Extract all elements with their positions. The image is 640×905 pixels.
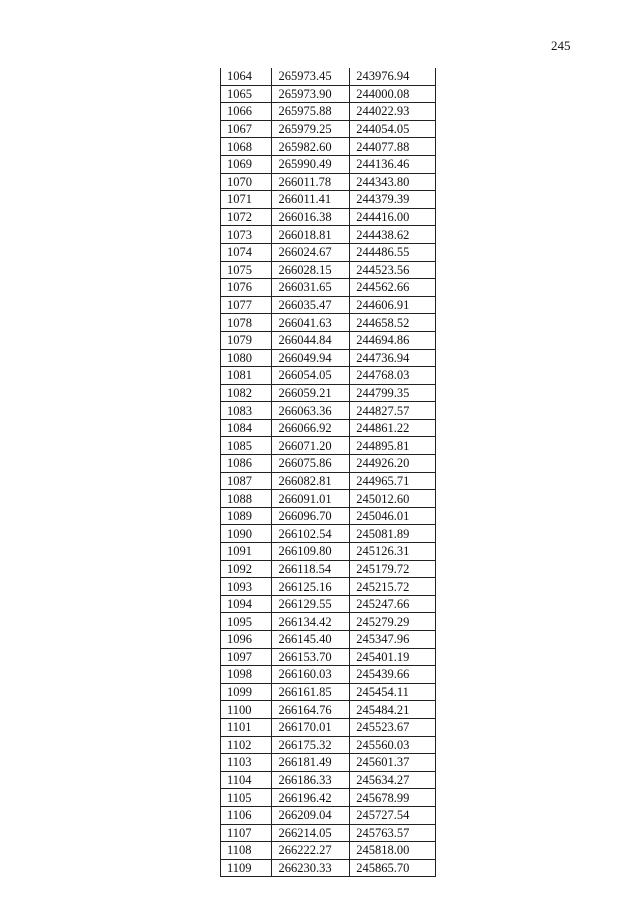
table-row (221, 666, 436, 684)
point-number-cell: 1085 (221, 437, 272, 455)
table-row (221, 789, 436, 807)
x-coordinate-cell: 266161.85 (272, 683, 350, 701)
table-row (221, 736, 436, 754)
table-row (221, 472, 436, 490)
point-number-cell: 1077 (221, 296, 272, 314)
point-number-cell: 1083 (221, 402, 272, 420)
point-number-cell: 1068 (221, 138, 272, 156)
point-number-cell: 1087 (221, 472, 272, 490)
x-coordinate-cell: 266214.05 (272, 824, 350, 842)
x-coordinate-cell: 266028.15 (272, 261, 350, 279)
y-coordinate-cell: 244022.93 (350, 103, 436, 121)
point-number-cell: 1066 (221, 103, 272, 121)
y-coordinate-cell: 244523.56 (350, 261, 436, 279)
table-row (221, 296, 436, 314)
y-coordinate-cell: 244077.88 (350, 138, 436, 156)
point-number-cell: 1106 (221, 806, 272, 824)
point-number-cell: 1074 (221, 243, 272, 261)
point-number-cell: 1095 (221, 613, 272, 631)
point-number-cell: 1093 (221, 578, 272, 596)
table-row (221, 173, 436, 191)
table-row (221, 842, 436, 860)
table-row (221, 155, 436, 173)
x-coordinate-cell: 266018.81 (272, 226, 350, 244)
x-coordinate-cell: 266170.01 (272, 718, 350, 736)
x-coordinate-cell: 266160.03 (272, 666, 350, 684)
x-coordinate-cell: 266145.40 (272, 631, 350, 649)
point-number-cell: 1084 (221, 419, 272, 437)
point-number-cell: 1100 (221, 701, 272, 719)
y-coordinate-cell: 245454.11 (350, 683, 436, 701)
table-row (221, 85, 436, 103)
y-coordinate-cell: 244136.46 (350, 155, 436, 173)
x-coordinate-cell: 266129.55 (272, 595, 350, 613)
x-coordinate-cell: 266059.21 (272, 384, 350, 402)
x-coordinate-cell: 266186.33 (272, 771, 350, 789)
x-coordinate-cell: 266082.81 (272, 472, 350, 490)
x-coordinate-cell: 266031.65 (272, 279, 350, 297)
point-number-cell: 1097 (221, 648, 272, 666)
point-number-cell: 1108 (221, 842, 272, 860)
y-coordinate-cell: 245439.66 (350, 666, 436, 684)
table-row (221, 419, 436, 437)
point-number-cell: 1065 (221, 85, 272, 103)
coordinates-table (220, 68, 436, 877)
x-coordinate-cell: 266054.05 (272, 367, 350, 385)
y-coordinate-cell: 245347.96 (350, 631, 436, 649)
table-row (221, 525, 436, 543)
point-number-cell: 1101 (221, 718, 272, 736)
table-row (221, 754, 436, 772)
table-row (221, 771, 436, 789)
point-number-cell: 1082 (221, 384, 272, 402)
table-row (221, 208, 436, 226)
x-coordinate-cell: 266102.54 (272, 525, 350, 543)
x-coordinate-cell: 266125.16 (272, 578, 350, 596)
y-coordinate-cell: 243976.94 (350, 68, 436, 85)
y-coordinate-cell: 245560.03 (350, 736, 436, 754)
point-number-cell: 1107 (221, 824, 272, 842)
point-number-cell: 1092 (221, 560, 272, 578)
x-coordinate-cell: 266134.42 (272, 613, 350, 631)
x-coordinate-cell: 266222.27 (272, 842, 350, 860)
y-coordinate-cell: 245046.01 (350, 507, 436, 525)
table-row (221, 631, 436, 649)
table-row (221, 314, 436, 332)
x-coordinate-cell: 266230.33 (272, 859, 350, 877)
x-coordinate-cell: 265979.25 (272, 120, 350, 138)
x-coordinate-cell: 266011.41 (272, 191, 350, 209)
x-coordinate-cell: 266063.36 (272, 402, 350, 420)
x-coordinate-cell: 266181.49 (272, 754, 350, 772)
y-coordinate-cell: 244379.39 (350, 191, 436, 209)
x-coordinate-cell: 266071.20 (272, 437, 350, 455)
point-number-cell: 1099 (221, 683, 272, 701)
y-coordinate-cell: 244416.00 (350, 208, 436, 226)
x-coordinate-cell: 265973.45 (272, 68, 350, 85)
table-row (221, 701, 436, 719)
y-coordinate-cell: 245818.00 (350, 842, 436, 860)
x-coordinate-cell: 266164.76 (272, 701, 350, 719)
point-number-cell: 1073 (221, 226, 272, 244)
point-number-cell: 1081 (221, 367, 272, 385)
table-row (221, 718, 436, 736)
table-row (221, 613, 436, 631)
table-row (221, 859, 436, 877)
table-row (221, 560, 436, 578)
y-coordinate-cell: 245126.31 (350, 543, 436, 561)
y-coordinate-cell: 244736.94 (350, 349, 436, 367)
x-coordinate-cell: 266096.70 (272, 507, 350, 525)
x-coordinate-cell: 266109.80 (272, 543, 350, 561)
x-coordinate-cell: 266035.47 (272, 296, 350, 314)
table-row (221, 824, 436, 842)
y-coordinate-cell: 244827.57 (350, 402, 436, 420)
y-coordinate-cell: 244658.52 (350, 314, 436, 332)
y-coordinate-cell: 245215.72 (350, 578, 436, 596)
x-coordinate-cell: 266066.92 (272, 419, 350, 437)
y-coordinate-cell: 244606.91 (350, 296, 436, 314)
table-row (221, 402, 436, 420)
point-number-cell: 1067 (221, 120, 272, 138)
x-coordinate-cell: 266044.84 (272, 331, 350, 349)
y-coordinate-cell: 245727.54 (350, 806, 436, 824)
y-coordinate-cell: 244438.62 (350, 226, 436, 244)
y-coordinate-cell: 245401.19 (350, 648, 436, 666)
table-row (221, 349, 436, 367)
point-number-cell: 1064 (221, 68, 272, 85)
y-coordinate-cell: 244926.20 (350, 455, 436, 473)
table-row (221, 279, 436, 297)
y-coordinate-cell: 245601.37 (350, 754, 436, 772)
x-coordinate-cell: 266118.54 (272, 560, 350, 578)
x-coordinate-cell: 265975.88 (272, 103, 350, 121)
y-coordinate-cell: 244861.22 (350, 419, 436, 437)
x-coordinate-cell: 265982.60 (272, 138, 350, 156)
table-row (221, 437, 436, 455)
point-number-cell: 1102 (221, 736, 272, 754)
table-row (221, 120, 436, 138)
x-coordinate-cell: 265990.49 (272, 155, 350, 173)
table-row (221, 138, 436, 156)
x-coordinate-cell: 266049.94 (272, 349, 350, 367)
point-number-cell: 1109 (221, 859, 272, 877)
y-coordinate-cell: 244054.05 (350, 120, 436, 138)
y-coordinate-cell: 245081.89 (350, 525, 436, 543)
point-number-cell: 1091 (221, 543, 272, 561)
point-number-cell: 1103 (221, 754, 272, 772)
point-number-cell: 1088 (221, 490, 272, 508)
y-coordinate-cell: 244486.55 (350, 243, 436, 261)
y-coordinate-cell: 245523.67 (350, 718, 436, 736)
table-row (221, 384, 436, 402)
point-number-cell: 1078 (221, 314, 272, 332)
y-coordinate-cell: 245763.57 (350, 824, 436, 842)
point-number-cell: 1070 (221, 173, 272, 191)
x-coordinate-cell: 266011.78 (272, 173, 350, 191)
point-number-cell: 1080 (221, 349, 272, 367)
x-coordinate-cell: 266091.01 (272, 490, 350, 508)
x-coordinate-cell: 266016.38 (272, 208, 350, 226)
table-row (221, 191, 436, 209)
y-coordinate-cell: 244562.66 (350, 279, 436, 297)
point-number-cell: 1072 (221, 208, 272, 226)
point-number-cell: 1098 (221, 666, 272, 684)
point-number-cell: 1104 (221, 771, 272, 789)
point-number-cell: 1094 (221, 595, 272, 613)
x-coordinate-cell: 266024.67 (272, 243, 350, 261)
point-number-cell: 1069 (221, 155, 272, 173)
coordinates-table-body (221, 68, 436, 877)
table-row (221, 103, 436, 121)
x-coordinate-cell: 266209.04 (272, 806, 350, 824)
table-row (221, 261, 436, 279)
y-coordinate-cell: 244768.03 (350, 367, 436, 385)
y-coordinate-cell: 245279.29 (350, 613, 436, 631)
table-row (221, 806, 436, 824)
table-row (221, 595, 436, 613)
point-number-cell: 1071 (221, 191, 272, 209)
table-row (221, 68, 436, 85)
point-number-cell: 1090 (221, 525, 272, 543)
page-number: 245 (551, 38, 571, 53)
point-number-cell: 1076 (221, 279, 272, 297)
point-number-cell: 1086 (221, 455, 272, 473)
table-row (221, 226, 436, 244)
table-row (221, 367, 436, 385)
x-coordinate-cell: 266041.63 (272, 314, 350, 332)
x-coordinate-cell: 265973.90 (272, 85, 350, 103)
point-number-cell: 1105 (221, 789, 272, 807)
y-coordinate-cell: 245634.27 (350, 771, 436, 789)
table-row (221, 455, 436, 473)
y-coordinate-cell: 245179.72 (350, 560, 436, 578)
y-coordinate-cell: 244000.08 (350, 85, 436, 103)
y-coordinate-cell: 244694.86 (350, 331, 436, 349)
y-coordinate-cell: 244343.80 (350, 173, 436, 191)
table-row (221, 648, 436, 666)
y-coordinate-cell: 245678.99 (350, 789, 436, 807)
x-coordinate-cell: 266175.32 (272, 736, 350, 754)
y-coordinate-cell: 244965.71 (350, 472, 436, 490)
y-coordinate-cell: 244895.81 (350, 437, 436, 455)
y-coordinate-cell: 245865.70 (350, 859, 436, 877)
point-number-cell: 1079 (221, 331, 272, 349)
point-number-cell: 1089 (221, 507, 272, 525)
table-row (221, 578, 436, 596)
table-row (221, 490, 436, 508)
x-coordinate-cell: 266153.70 (272, 648, 350, 666)
table-row (221, 331, 436, 349)
point-number-cell: 1096 (221, 631, 272, 649)
table-row (221, 543, 436, 561)
x-coordinate-cell: 266075.86 (272, 455, 350, 473)
y-coordinate-cell: 245012.60 (350, 490, 436, 508)
y-coordinate-cell: 245247.66 (350, 595, 436, 613)
x-coordinate-cell: 266196.42 (272, 789, 350, 807)
table-row (221, 507, 436, 525)
table-row (221, 683, 436, 701)
table-row (221, 243, 436, 261)
y-coordinate-cell: 244799.35 (350, 384, 436, 402)
point-number-cell: 1075 (221, 261, 272, 279)
y-coordinate-cell: 245484.21 (350, 701, 436, 719)
